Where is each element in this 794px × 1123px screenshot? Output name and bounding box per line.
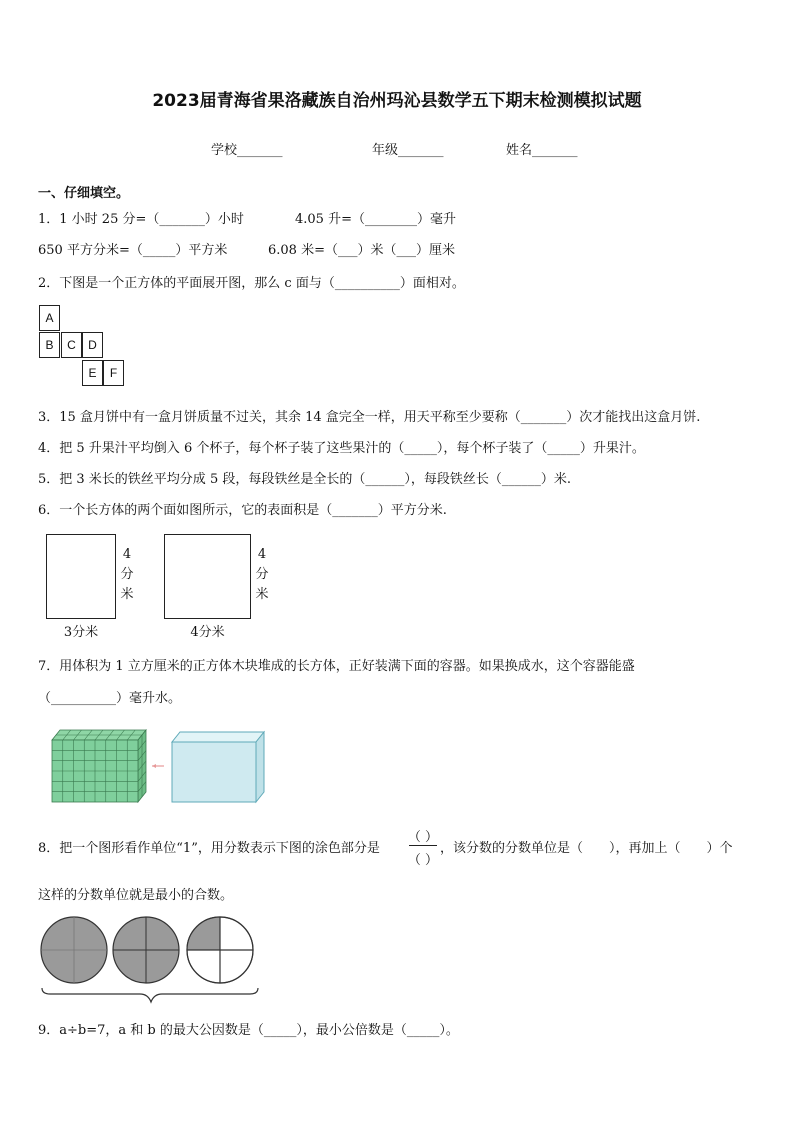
left-height-label-3: 米 [120, 587, 134, 602]
net-face-b: B [39, 332, 60, 358]
circle-quarter-shaded [187, 917, 253, 983]
question-1d: 6.08 米=（___）米（___）厘米 [268, 243, 455, 258]
question-1a: 1．1 小时 25 分=（_______）小时 [38, 212, 244, 227]
question-2: 2．下图是一个正方体的平面展开图，那么 c 面与（__________）面相对。 [38, 276, 465, 291]
circle-shaded-2 [113, 917, 179, 983]
question-7a: 7．用体积为 1 立方厘米的正方体木块堆成的长方体，正好装满下面的容器。如果换成水，这个容器能盛 [38, 659, 635, 674]
cube-stack-and-container-figure [48, 726, 270, 804]
right-height-label-2: 分 [255, 567, 269, 582]
container-image [172, 732, 264, 802]
question-8a: 8．把一个图形看作单位“1”，用分数表示下图的涂色部分是 [38, 841, 380, 856]
net-face-c: C [61, 332, 82, 358]
fraction-bar [409, 845, 437, 846]
question-3: 3．15 盒月饼中有一盒月饼质量不过关，其余 14 盒完全一样，用天平称至少要称（_______）次才能找出这盒月饼. [38, 410, 701, 425]
brace-icon [42, 988, 258, 1002]
circle-shaded-1 [41, 917, 107, 983]
question-9: 9．a÷b=7，a 和 b 的最大公因数是（_____），最小公倍数是（_____）。 [38, 1023, 459, 1038]
face-rectangle-right [164, 534, 251, 619]
left-width-label: 3分米 [63, 625, 99, 640]
fraction-numerator: （ ） [407, 830, 439, 845]
left-height-label-1: 4 [122, 547, 132, 562]
net-face-f: F [103, 360, 124, 386]
question-8c: 这样的分数单位就是最小的合数。 [38, 888, 234, 903]
question-6: 6．一个长方体的两个面如图所示，它的表面积是（_______）平方分米. [38, 503, 447, 518]
question-7b: （__________）毫升水。 [38, 691, 182, 706]
right-height-label-3: 米 [255, 587, 269, 602]
question-5: 5．把 3 米长的铁丝平均分成 5 段，每段铁丝是全长的（______），每段铁丝长（______）米. [38, 472, 571, 487]
face-rectangle-left [46, 534, 116, 619]
page-title: 2023届青海省果洛藏族自治州玛沁县数学五下期末检测模拟试题 [152, 91, 642, 111]
question-8b: ，该分数的分数单位是（ ），再加上（ ）个 [440, 841, 733, 856]
section-heading: 一、仔细填空。 [38, 186, 130, 201]
net-face-e: E [82, 360, 103, 386]
right-height-label-1: 4 [257, 547, 267, 562]
net-face-a: A [39, 305, 60, 331]
school-field: 学校_______ [211, 143, 283, 158]
pie-circles-figure [36, 914, 262, 1006]
question-1c: 650 平方分米=（_____）平方米 [38, 243, 228, 258]
cube-stack-image [52, 730, 146, 802]
net-face-d: D [82, 332, 103, 358]
right-width-label: 4分米 [190, 625, 225, 640]
grade-field: 年级_______ [372, 143, 444, 158]
name-field: 姓名_______ [506, 143, 578, 158]
left-height-label-2: 分 [120, 567, 134, 582]
fraction-denominator: （ ） [407, 853, 439, 868]
question-4: 4．把 5 升果汁平均倒入 6 个杯子，每个杯子装了这些果汁的（_____），每个杯子装了（_____）升果汁。 [38, 441, 645, 456]
arrow-icon [152, 764, 164, 768]
question-1b: 4.05 升=（________）毫升 [295, 212, 456, 227]
